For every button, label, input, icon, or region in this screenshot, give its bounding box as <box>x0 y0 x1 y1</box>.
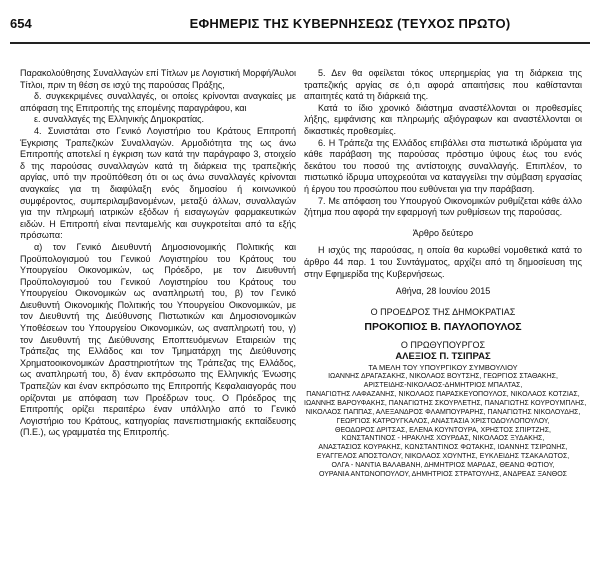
pm-title: Ο ΠΡΩΘΥΠΟΥΡΓΟΣ <box>400 339 486 350</box>
paragraph-committee-members: α) τον Γενικό Διευθυντή Δημοσιονομικής Πολιτικής και Προϋπολογισμού του Γενικού Λογιστηρίου του Κράτους του Υπουργείου Οικονομικών, ως Πρόεδρο, με τον Διευθυντή Προϋπολογισμού του Γενικού Λογιστηρίου του Κράτους του Υπουργείου Οικονομικών ως αναπληρωτή του, β) τον Γενικό Διευθυντή Οικονομικής Πολιτικής του Υπουργείου Οικονομικών, με τον Διευθυντή της Διεύθυνσης Πιστωτικών και Δημοσιονομικών Υποθέσεων του Υπουργείου Οικονομικών, ως αναπληρωτή του, γ) τον Διευθυντή της Διεύθυνσης Εποπτευόμενων Εταιρειών της Τράπεζας της Ελλάδος και τον Τμηματάρχη της Διεύθυνσης Χρηματοοικονομικών Δραστηριοτήτων της Τράπεζας της Ελλάδος, ως αναπληρωτή του, δ) έναν εκπρόσωπο της Ελληνικής Ένωσης Τραπεζών και έναν εκπρόσωπο της Επιτροπής Κεφαλαιαγοράς που ορίζονται με απόφαση των Προέδρων τους. Ο Πρόεδρος της Επιτροπής ορίζει περαιτέρω έναν υπάλληλο από το Γενικό Λογιστήριο του Κράτους, κατηγορίας πανεπιστημιακής εκπαίδευσης (Π.Ε.), ως γραμματέα της Επιτροπής. <box>20 241 296 438</box>
cabinet-members-line: ΕΥΑΓΓΕΛΟΣ ΑΠΟΣΤΟΛΟΥ, ΝΙΚΟΛΑΟΣ ΧΟΥΝΤΗΣ, ΕΥΚΛΕΙΔΗΣ ΤΣΑΚΑΛΩΤΟΣ, <box>316 453 570 461</box>
page-number: 654 <box>10 16 32 31</box>
cabinet-members-line: ΝΙΚΟΛΑΟΣ ΠΑΠΠΑΣ, ΑΛΕΞΑΝΔΡΟΣ ΦΛΑΜΠΟΥΡΑΡΗΣ, ΠΑΝΑΓΙΩΤΗΣ ΝΙΚΟΛΟΥΔΗΣ, <box>305 408 581 416</box>
left-column <box>20 68 296 439</box>
cabinet-members-line: ΠΑΝΑΓΙΩΤΗΣ ΛΑΦΑΖΑΝΗΣ, ΝΙΚΟΛΑΟΣ ΠΑΡΑΣΚΕΥΟΠΟΥΛΟΣ, ΝΙΚΟΛΑΟΣ ΚΟΤΖΙΑΣ, <box>306 390 580 398</box>
cabinet-members-line: ΟΥΡΑΝΙΑ ΑΝΤΩΝΟΠΟΥΛΟΥ, ΔΗΜΗΤΡΙΟΣ ΣΤΡΑΤΟΥΛΗΣ, ΑΝΔΡΕΑΣ ΞΑΝΘΟΣ <box>319 471 567 479</box>
article-heading: Άρθρο δεύτερο <box>412 227 474 238</box>
paragraph-continuation: Παρακολούθησης Συναλλαγών επί Τίτλων με Λογιστική Μορφή/Άυλοι Τίτλοι, πριν τη θέση σε ισχύ της παρούσας Πράξης, <box>20 68 296 90</box>
cabinet-members-line: ΑΝΑΣΤΑΣΙΟΣ ΚΟΥΡΑΚΗΣ, ΚΩΝΣΤΑΝΤΙΝΟΣ ΦΩΤΑΚΗΣ, ΙΩΑΝΝΗΣ ΤΣΙΡΩΝΗΣ, <box>318 444 568 452</box>
president-title: Ο ΠΡΟΕΔΡΟΣ ΤΗΣ ΔΗΜΟΚΡΑΤΙΑΣ <box>370 306 516 317</box>
paragraph-item-e: ε. συναλλαγές της Ελληνικής Δημοκρατίας. <box>34 114 204 125</box>
cabinet-members-line: ΟΛΓΑ - ΝΑΝΤΙΑ ΒΑΛΑΒΑΝΗ, ΔΗΜΗΤΡΙΟΣ ΜΑΡΔΑΣ, ΘΕΑΝΩ ΦΩΤΙΟΥ, <box>331 462 555 470</box>
paragraph-7: 7. Με απόφαση του Υπουργού Οικονομικών ρυθμίζεται κάθε άλλο ζήτημα που αφορά την εφαρμογή των ρυθμίσεων της παρούσας. <box>304 195 582 218</box>
cabinet-members-line: ΚΩΝΣΤΑΝΤΙΝΟΣ - ΗΡΑΚΛΗΣ ΧΟΥΡΔΑΣ, ΝΙΚΟΛΑΟΣ ΞΥΔΑΚΗΣ, <box>341 435 545 443</box>
cabinet-members-line: ΓΕΩΡΓΙΟΣ ΚΑΤΡΟΥΓΚΑΛΟΣ, ΑΝΑΣΤΑΣΙΑ ΧΡΙΣΤΟΔΟΥΛΟΠΟΥΛΟΥ, <box>336 417 550 425</box>
right-column <box>304 68 587 480</box>
paragraph-item-d: δ. συγκεκριμένες συναλλαγές, οι οποίες κρίνονται αναγκαίες με απόφαση της Επιτροπής της επομένης παραγράφου, και <box>20 91 296 113</box>
paragraph-5-continued: Κατά το ίδιο χρονικό διάστημα αναστέλλονται οι προθεσμίες λήξης, εμφάνισης και πληρωμής αξιόγραφων και αναστέλλονται οι δικαστικές προθεσμίες. <box>304 102 582 136</box>
members-heading: ΤΑ ΜΕΛΗ ΤΟΥ ΥΠΟΥΡΓΙΚΟΥ ΣΥΜΒΟΥΛΙΟΥ <box>368 363 518 373</box>
paragraph-4: 4. Συνιστάται στο Γενικό Λογιστήριο του Κράτους Επιτροπή Έγκρισης Τραπεζικών Συναλλαγών. Αρμοδιότητα της ως άνω Επιτροπής αποτελεί η έγκριση των κατά την παράγραφο 3, στοιχείο δ της παρούσας συναλλαγών κατά τη διάρκεια της τραπεζικής αργίας, υπό την προϋπόθεση ότι οι ως άνω συναλλαγές κρίνονται αναγκαίες για τη διαφύλαξη ενός δημοσίου ή κοινωνικού συμφέροντος, συμπεριλαμβανομένων, μεταξύ άλλων, συναλλαγών για την πληρωμή ιατρικών εξόδων ή εισαγωγών φαρμακευτικών ειδών. Η Επιτροπή είναι πενταμελής και συγκροτείται από τα εξής πρόσωπα: <box>20 125 296 241</box>
gazette-title: ΕΦΗΜΕΡΙΣ ΤΗΣ ΚΥΒΕΡΝΗΣΕΩΣ (ΤΕΥΧΟΣ ΠΡΩΤΟ) <box>189 16 511 31</box>
page-header <box>0 16 600 36</box>
pm-name: ΑΛΕΞΙΟΣ Π. ΤΣΙΠΡΑΣ <box>395 351 491 363</box>
cabinet-members-line: ΙΩΑΝΝΗΣ ΒΑΡΟΥΦΑΚΗΣ, ΠΑΝΑΓΙΩΤΗΣ ΣΚΟΥΡΛΕΤΗΣ, ΠΑΝΑΓΙΩΤΗΣ ΚΟΥΡΟΥΜΠΛΗΣ, <box>304 399 587 407</box>
president-name: ΠΡΟΚΟΠΙΟΣ Β. ΠΑΥΛΟΠΟΥΛΟΣ <box>364 321 522 334</box>
date-line: Αθήνα, 28 Ιουνίου 2015 <box>395 286 491 297</box>
cabinet-members-line: ΑΡΙΣΤΕΙΔΗΣ-ΝΙΚΟΛΑΟΣ-ΔΗΜΗΤΡΙΟΣ ΜΠΑΛΤΑΣ, <box>363 381 523 389</box>
cabinet-members-list <box>304 373 587 480</box>
article-text: Η ισχύς της παρούσας, η οποία θα κυρωθεί νομοθετικά κατά το άρθρο 44 παρ. 1 του Συντάγματος, αρχίζει από τη δημοσίευση της στην Εφημερίδα της Κυβερνήσεως. <box>304 245 582 279</box>
cabinet-members-line: ΙΩΑΝΝΗΣ ΔΡΑΓΑΣΑΚΗΣ, ΝΙΚΟΛΑΟΣ ΒΟΥΤΣΗΣ, ΓΕΩΡΓΙΟΣ ΣΤΑΘΑΚΗΣ, <box>328 373 558 381</box>
paragraph-6: 6. Η Τράπεζα της Ελλάδος επιβάλλει στα πιστωτικά ιδρύματα για κάθε παράβαση της παρούσας πρόστιμο ύψους έως του ενός δεκάτου του ποσού της αντίστοιχης συναλλαγής. Επιπλέον, το πιστωτικό ίδρυμα υποχρεούται να καταγγείλει την σύμβαση εργασίας ή έργου του προσώπου που ευθύνεται για την παράβαση. <box>304 137 582 194</box>
paragraph-5: 5. Δεν θα οφείλεται τόκος υπερημερίας για τη διάρκεια της τραπεζικής αργίας σε ό,τι αφορά απαιτήσεις που καθίστανται απαιτητές κατά τη διάρκειά της. <box>304 68 582 102</box>
cabinet-members-line: ΘΕΟΔΩΡΟΣ ΔΡΙΤΣΑΣ, ΕΛΕΝΑ ΚΟΥΝΤΟΥΡΑ, ΧΡΗΣΤΟΣ ΣΠΙΡΤΖΗΣ, <box>335 426 551 434</box>
header-rule <box>10 42 590 44</box>
